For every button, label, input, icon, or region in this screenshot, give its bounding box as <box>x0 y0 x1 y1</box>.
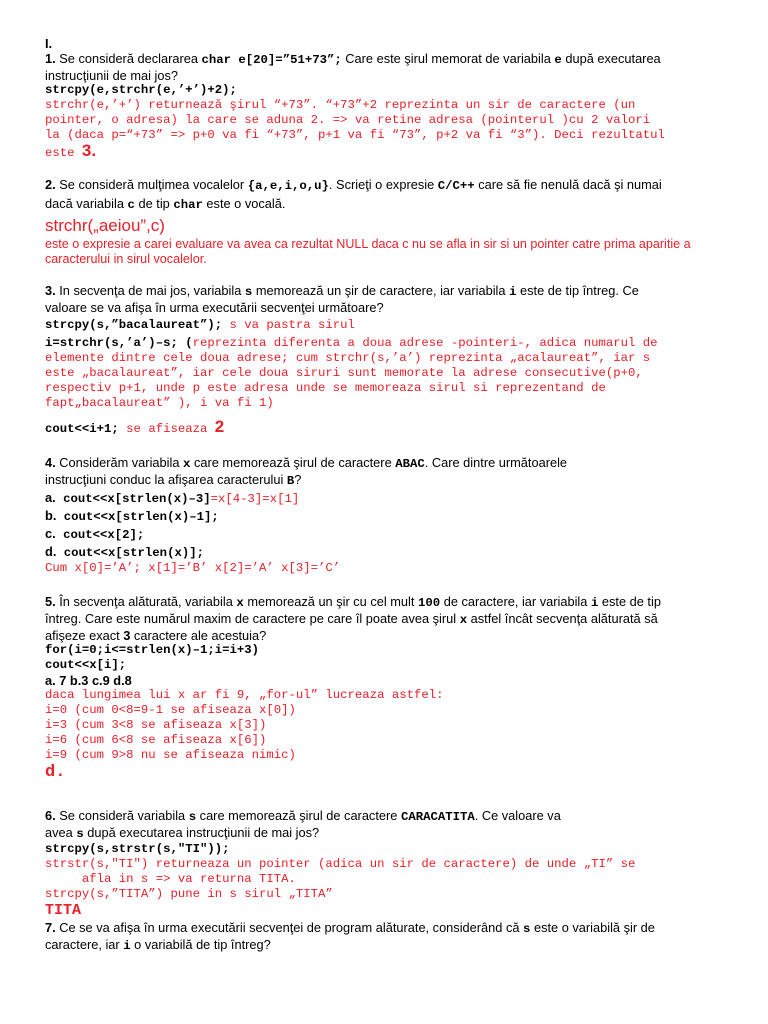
question-5-result: d. <box>45 763 66 782</box>
question-3-stmt-2: i=strchr(s,’a’)–s; (reprezinta diferenta a doua adrese -pointeri-, adica numarul de <box>45 336 658 350</box>
question-4-text: 4. Considerăm variabila x care memorează şirul de caractere ABAC. Care dintre următoarele <box>45 455 568 471</box>
question-1-result: 3. <box>81 141 97 160</box>
question-3-note-line: este „bacalaureat”, iar cele doua siruri sunt memorate la adrese consecutive(p+0, <box>45 366 643 380</box>
question-3-result: 2 <box>214 417 225 436</box>
question-1-answer-line: pointer, o adresa) la care se aduna 2. => va retine adresa (pointerul )cu 2 valori <box>45 113 651 127</box>
question-3 <box>45 283 713 437</box>
question-3-note-line: fapt„bacalaureat” ), i va fi 1) <box>45 396 274 410</box>
question-2-explanation: este o expresie a carei evaluare va avea ca rezultat NULL daca c nu se afla in sir si un pointer catre prima aparitie a caracterului in sirul vocalelor. <box>45 237 691 266</box>
question-2-answer: strchr(„aeiou”,c) <box>45 216 165 235</box>
question-7-text: 7. Ce se va afişa în urma executării secvenţei de program alăturate, considerând că s este o variabilă şir de <box>45 920 655 936</box>
question-6 <box>45 808 713 920</box>
question-3-note-line: elemente dintre cele doua adrese; cum strchr(s,’a’) reprezinta „acalaureat”, iar s <box>45 351 651 365</box>
question-5-answer-line: i=9 (cum 9>8 nu se afiseaza nimic) <box>45 748 296 762</box>
question-3-text-cont: valoare se va afişa în urma executării secvenţei următoare? <box>45 300 384 315</box>
question-5-answer-line: i=6 (cum 6<8 se afiseaza x[6]) <box>45 733 267 747</box>
question-5-code-line: cout<<x[i]; <box>45 658 127 672</box>
question-4-option-d: d. cout<<x[strlen(x)]; <box>45 544 204 560</box>
question-1-text: 1. Se consideră declararea char e[20]=”51+73”; Care este şirul memorat de variabila e după executarea <box>45 51 661 67</box>
question-4-option-c: c. cout<<x[2]; <box>45 526 145 542</box>
question-3-note-line: respectiv p+1, unde p este adresa unde se memoreaza sirul si reprezentand de <box>45 381 606 395</box>
question-5-code-line: for(i=0;i<=strlen(x)–1;i=i+3) <box>45 643 260 657</box>
question-5-answer-line: daca lungimea lui x ar fi 9, „for-ul” lucreaza astfel: <box>45 688 444 702</box>
question-2-text-cont: dacă variabila c de tip char este o vocală. <box>45 196 286 212</box>
question-4-option-b: b. cout<<x[strlen(x)–1]; <box>45 508 219 524</box>
question-5-answer-line: i=3 (cum 3<8 se afiseaza x[3]) <box>45 718 267 732</box>
question-2 <box>45 177 713 267</box>
question-6-answer-line: strstr(s,"TI") returneaza un pointer (adica un sir de caractere) de unde „TI” se <box>45 857 636 871</box>
question-4 <box>45 455 713 576</box>
question-4-text-cont: instrucţiuni conduc la afişarea caracterului B? <box>45 472 302 488</box>
question-3-stmt-1: strcpy(s,”bacalaureat”); s va pastra sirul <box>45 318 355 332</box>
question-6-text-cont: avea s după executarea instrucţiunii de mai jos? <box>45 825 320 841</box>
question-6-result: TITA <box>45 902 82 919</box>
section-heading: I. <box>45 36 53 51</box>
question-1-answer-final: este 3. <box>45 141 97 160</box>
question-1 <box>45 51 713 161</box>
question-5-text-cont: întreg. Care este numărul maxim de caractere pe care îl poate avea şirul x astfel încât secvenţa alăturată să <box>45 611 658 627</box>
question-6-text: 6. Se consideră variabila s care memorează şirul de caractere CARACATITA. Ce valoare va <box>45 808 561 824</box>
question-5 <box>45 594 713 782</box>
question-1-answer-line: strchr(e,’+’) returnează şirul “+73”. “+73”+2 reprezinta un sir de caractere (un <box>45 98 636 112</box>
question-6-answer-line: strcpy(s,”TITA”) pune in s sirul „TITA” <box>45 887 333 901</box>
question-6-statement: strcpy(s,strstr(s,"TI")); <box>45 842 230 856</box>
question-1-answer-line: la (daca p=“+73” => p+0 va fi “+73”, p+1 va fi “73”, p+2 va fi “3”). Deci rezultatul <box>45 128 665 142</box>
question-7 <box>45 920 713 954</box>
question-1-text-cont: instrucţiunii de mai jos? <box>45 68 179 83</box>
question-5-text: 5. În secvenţa alăturată, variabila x memorează un şir cu cel mult 100 de caractere, iar variabila i este de tip <box>45 594 661 610</box>
question-1-statement: strcpy(e,strchr(e,’+’)+2); <box>45 83 237 97</box>
question-5-options: a. 7 b.3 c.9 d.8 <box>45 673 132 688</box>
question-3-stmt-3: cout<<i+1; se afiseaza 2 <box>45 417 225 436</box>
question-4-answer: Cum x[0]=’A’; x[1]=’B’ x[2]=’A’ x[3]=’C’ <box>45 561 341 575</box>
question-4-option-a: a. cout<<x[strlen(x)–3]=x[4-3]=x[1] <box>45 490 300 506</box>
question-5-answer-line: i=0 (cum 0<8=9-1 se afiseaza x[0]) <box>45 703 296 717</box>
question-7-text-cont: caractere, iar i o variabilă de tip întreg? <box>45 937 271 953</box>
question-5-text-cont-2: afişeze exact 3 caractere ale acestuia? <box>45 628 267 643</box>
question-2-text: 2. Se consideră mulţimea vocalelor {a,e,i,o,u}. Scrieţi o expresie C/C++ care să fie nenulă dacă şi numai <box>45 177 662 193</box>
question-6-answer-line: afla in s => va returna TITA. <box>45 872 296 886</box>
document-page <box>45 36 713 954</box>
question-3-text: 3. In secvenţa de mai jos, variabila s memorează un şir de caractere, iar variabila i este de tip întreg. Ce <box>45 283 639 299</box>
